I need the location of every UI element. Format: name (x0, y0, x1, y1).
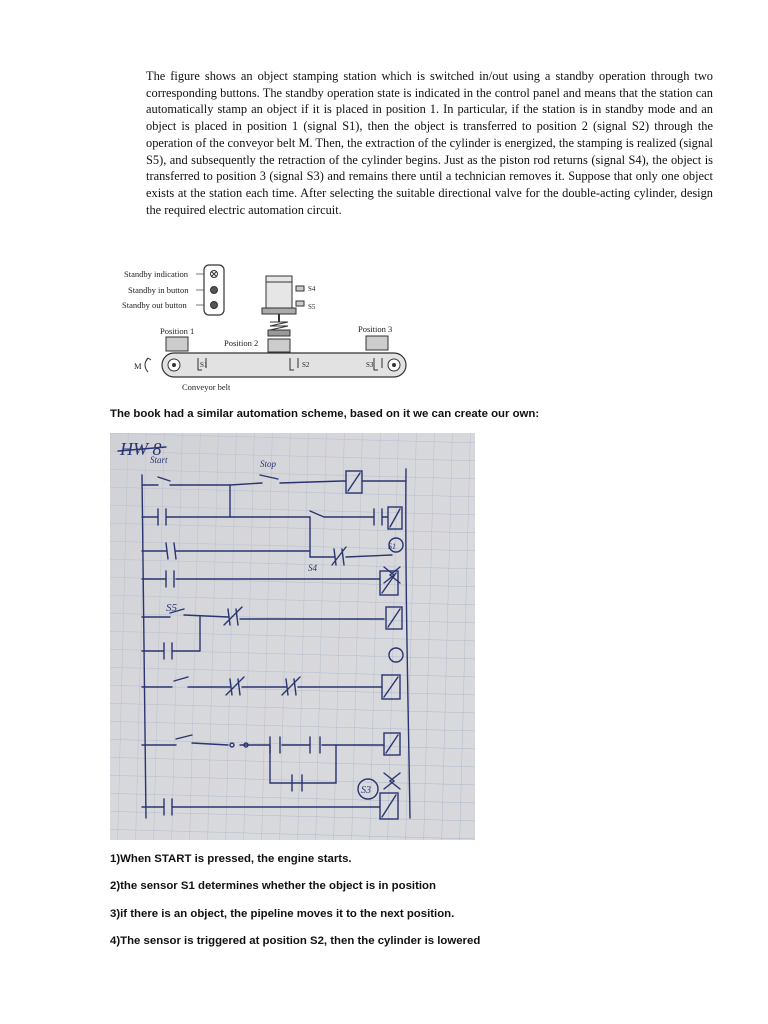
object-position-2 (268, 339, 290, 352)
standby-in-label: Standby in button (128, 285, 189, 295)
stamping-station-diagram (118, 262, 418, 398)
intro-paragraph: The figure shows an object stamping station which is switched in/out using a standby operation through two corresponding buttons. The standby operation state is indicated in the control panel and means that the station can automatically stamp an object if it is placed in position 1. In particular, if the station is in standby mode and an object is placed in position 1 (signal S1), then the object is transferred to position 2 (signal S2) through the operation of the conveyor belt M. Then, the extraction of the cylinder is energized, the stamping is realized (signal S5), and subsequently the retraction of the cylinder begins. Just as the piston rod returns (signal S4), the object is transferred to position 3 (signal S3) and remains there until a technician removes it. Suppose that only one object exists at the station each time. After selecting the suitable directional valve for the double-acting cylinder, design the required electric automation circuit. (146, 69, 713, 217)
hand-drawn-circuit-sketch (110, 433, 475, 840)
standby-indication-label: Standby indication (124, 269, 188, 279)
sketch-s3-label: S3 (361, 785, 371, 796)
sketch-title: HW 8 (120, 439, 162, 459)
sensor-s3-label: S3 (366, 361, 374, 369)
position-2-label: Position 2 (224, 338, 259, 348)
sketch-start-label: Start (150, 455, 168, 465)
step-1: 1)When START is pressed, the engine starts. (110, 853, 352, 865)
object-position-3 (366, 336, 388, 350)
step-2: 2)the sensor S1 determines whether the object is in position (110, 880, 436, 892)
standby-in-button (211, 287, 218, 294)
standby-out-label: Standby out button (122, 300, 187, 310)
conveyor-belt-label: Conveyor belt (182, 382, 231, 392)
sketch-s4-label: S4 (308, 563, 317, 573)
sketch-s1-label: S1 (388, 542, 396, 551)
standby-out-button (211, 302, 218, 309)
step-4: 4)The sensor is triggered at position S2, then the cylinder is lowered (110, 935, 481, 947)
motor-label: M (134, 361, 142, 371)
section-heading: The book had a similar automation scheme, based on it we can create our own: (110, 408, 540, 420)
hand-drawn-circuit-photo (110, 433, 475, 840)
object-position-1 (166, 337, 188, 351)
sketch-s5-label: S5 (166, 602, 177, 614)
sensor-s2-label: S2 (302, 361, 310, 369)
position-3-label: Position 3 (358, 324, 393, 334)
sensor-s5-label: S5 (308, 303, 316, 311)
cylinder (266, 276, 292, 310)
sensor-s4-label: S4 (308, 285, 316, 293)
sensor-s1-label: S1 (200, 361, 208, 369)
step-3: 3)if there is an object, the pipeline moves it to the next position. (110, 908, 455, 920)
position-1-label: Position 1 (160, 326, 195, 336)
sketch-stop-label: Stop (260, 459, 277, 469)
